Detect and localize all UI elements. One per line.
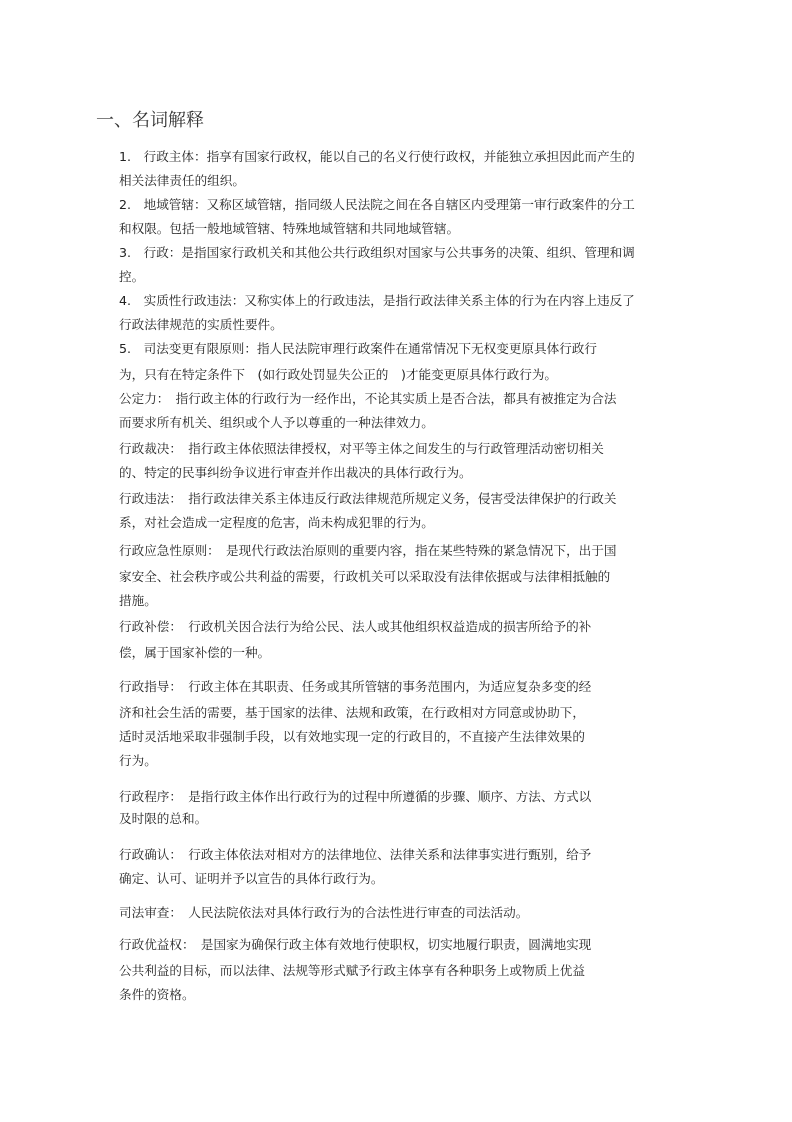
- definition-line: 确定、认可、证明并予以宣告的具体行政行为。: [119, 871, 384, 886]
- definition-line: 为，只有在特定条件下 (如行政处罚显失公正的 )才能变更原具体行政行为。: [119, 367, 558, 382]
- definition-line: 系，对社会造成一定程度的危害，尚未构成犯罪的行为。: [119, 515, 434, 530]
- definition-line: 1. 行政主体：指享有国家行政权，能以自己的名义行使行政权，并能独立承担因此而产生的: [119, 149, 635, 164]
- definition-line: 行政程序： 是指行政主体作出行政行为的过程中所遵循的步骤、顺序、方法、方式以: [119, 789, 592, 804]
- definition-line: 偿，属于国家补偿的一种。: [119, 645, 271, 660]
- definition-line: 2. 地域管辖：又称区域管辖，指同级人民法院之间在各自辖区内受理第一审行政案件的分工: [119, 197, 635, 212]
- definition-line: 公共利益的目标，而以法律、法规等形式赋予行政主体享有各种职务上或物质上优益: [119, 963, 585, 978]
- definition-line: 行为。: [119, 753, 157, 768]
- definition-line: 公定力： 指行政主体的行政行为一经作出，不论其实质上是否合法，都具有被推定为合法: [119, 391, 617, 406]
- definition-line: 5. 司法变更有限原则：指人民法院审理行政案件在通常情况下无权变更原具体行政行: [119, 341, 597, 356]
- definition-line: 行政应急性原则： 是现代行政法治原则的重要内容，指在某些特殊的紧急情况下，出于国: [119, 543, 617, 558]
- definition-line: 而要求所有机关、组织或个人予以尊重的一种法律效力。: [119, 415, 434, 430]
- definition-line: 行政违法： 指行政法律关系主体违反行政法律规范所规定义务，侵害受法律保护的行政关: [119, 491, 617, 506]
- definition-line: 4. 实质性行政违法：又称实体上的行政违法，是指行政法律关系主体的行为在内容上违反了: [119, 293, 635, 308]
- definition-line: 行政法律规范的实质性要件。: [119, 317, 283, 332]
- definition-line: 相关法律责任的组织。: [119, 173, 245, 188]
- section-heading: 一、名词解释: [96, 110, 204, 131]
- definition-line: 行政确认： 行政主体依法对相对方的法律地位、法律关系和法律事实进行甄别，给予: [119, 847, 592, 862]
- definition-line: 3. 行政：是指国家行政机关和其他公共行政组织对国家与公共事务的决策、组织、管理和调: [119, 245, 635, 260]
- definition-line: 行政裁决： 指行政主体依照法律授权，对平等主体之间发生的与行政管理活动密切相关: [119, 441, 604, 456]
- definition-line: 控。: [119, 269, 145, 284]
- definition-line: 济和社会生活的需要，基于国家的法律、法规和政策，在行政相对方同意或协助下，: [119, 705, 585, 720]
- definition-line: 措施。: [119, 593, 157, 608]
- definition-line: 的、特定的民事纠纷争议进行审查并作出裁决的具体行政行为。: [119, 465, 472, 480]
- definition-line: 行政指导： 行政主体在其职责、任务或其所管辖的事务范围内，为适应复杂多变的经: [119, 679, 592, 694]
- definition-line: 和权限。包括一般地域管辖、特殊地域管辖和共同地域管辖。: [119, 221, 460, 236]
- definition-line: 适时灵活地采取非强制手段，以有效地实现一定的行政目的，不直接产生法律效果的: [119, 729, 585, 744]
- definition-line: 家安全、社会秩序或公共利益的需要，行政机关可以采取没有法律依据或与法律相抵触的: [119, 569, 611, 584]
- definition-line: 及时限的总和。: [119, 811, 208, 826]
- definition-line: 条件的资格。: [119, 987, 195, 1002]
- definition-line: 行政优益权： 是国家为确保行政主体有效地行使职权，切实地履行职责，圆满地实现: [119, 937, 592, 952]
- definition-line: 司法审查： 人民法院依法对具体行政行为的合法性进行审查的司法活动。: [119, 905, 529, 920]
- definition-line: 行政补偿： 行政机关因合法行为给公民、法人或其他组织权益造成的损害所给予的补: [119, 619, 592, 634]
